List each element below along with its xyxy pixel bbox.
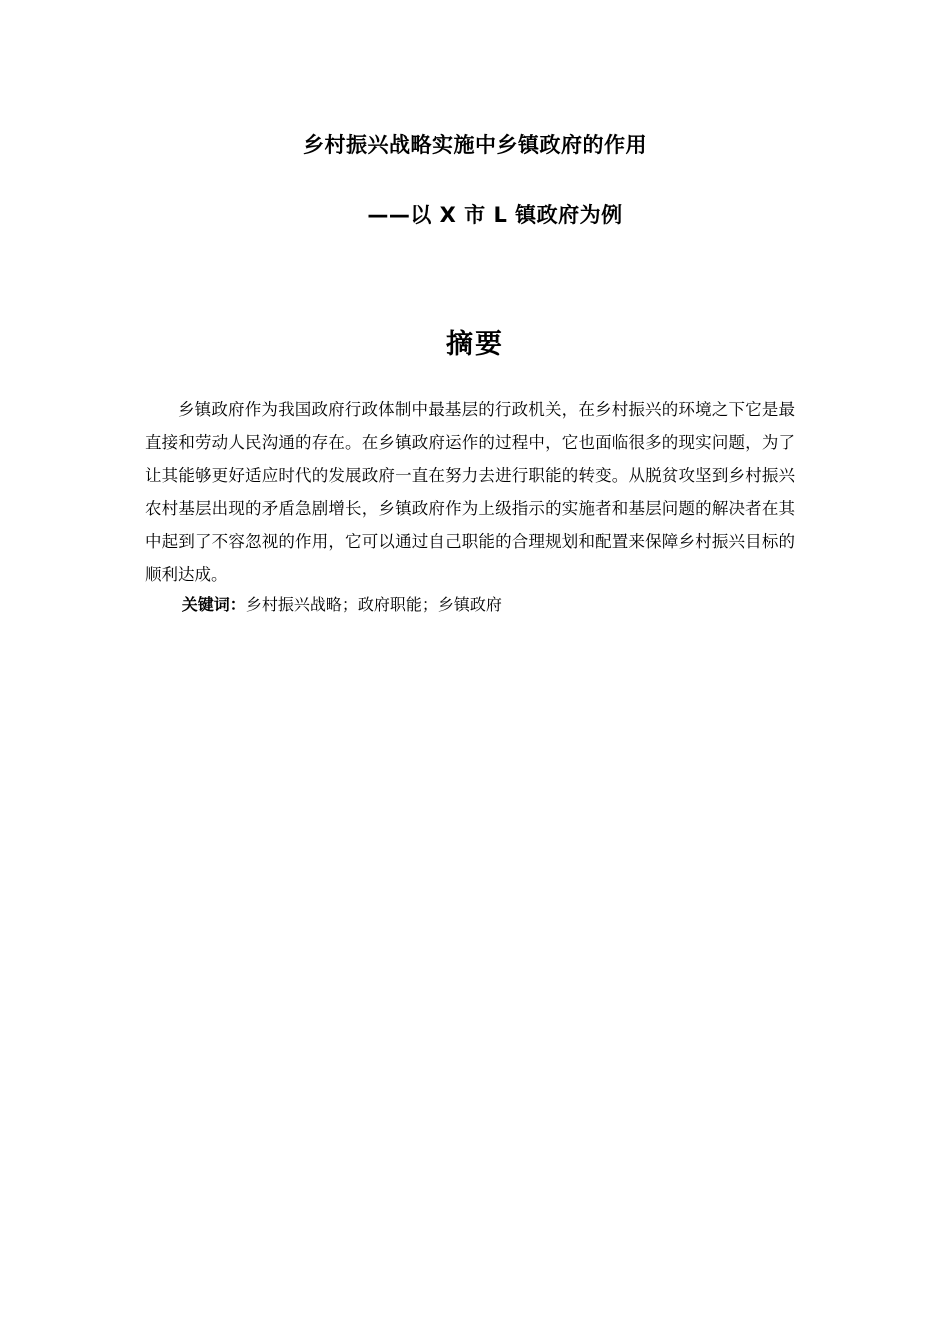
keywords-label: 关键词：: [181, 595, 246, 614]
paper-subtitle: ——以 X 市 L 镇政府为例: [367, 203, 623, 227]
abstract-heading: 摘要: [446, 329, 504, 360]
keywords-line: [145, 590, 795, 620]
abstract-body: 乡镇政府作为我国政府行政体制中最基层的行政机关，在乡村振兴的环境之下它是最直接和劳动人民沟通的存在。在乡镇政府运作的过程中，它也面临很多的现实问题，为了让其能够更好适应时代的发展政府一直在努力去进行职能的转变。从脱贫攻坚到乡村振兴农村基层出现的矛盾急剧增长，乡镇政府作为上级指示的实施者和基层问题的解决者在其中起到了不容忽视的作用，它可以通过自己职能的合理规划和配置来保障乡村振兴目标的顺利达成。: [145, 400, 795, 584]
paper-title: 乡村振兴战略实施中乡镇政府的作用: [303, 133, 647, 157]
keywords-text: 乡村振兴战略；政府职能；乡镇政府: [245, 595, 502, 614]
